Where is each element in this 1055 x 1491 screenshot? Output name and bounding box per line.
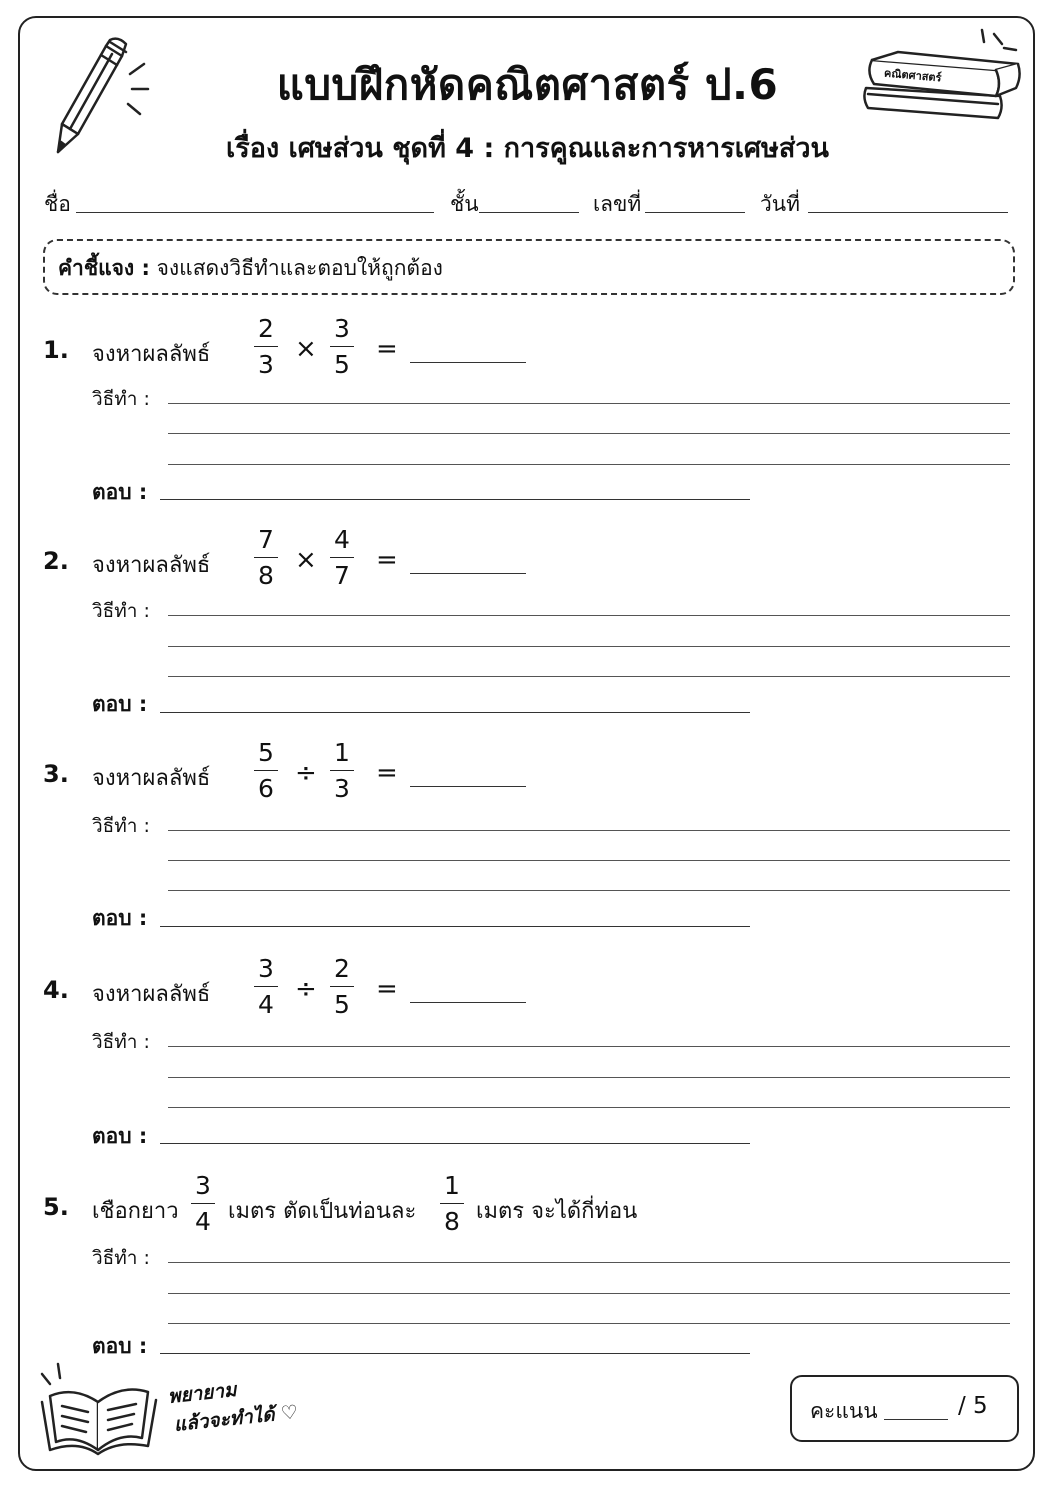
denominator: 6 [258,774,274,803]
answer-label: ตอบ : [92,1124,148,1148]
fraction-a [191,1173,215,1234]
denominator: 3 [258,350,274,379]
work-line[interactable] [168,1262,1010,1263]
score-input-line[interactable] [884,1419,948,1420]
question-text-part3: เมตร จะได้กี่ท่อน [476,1199,638,1224]
book-spine-label: คณิตศาสตร์ [883,66,943,85]
fraction-b [330,527,354,588]
page-title: แบบฝึกหัดคณิตศาสตร์ ป.6 [276,60,779,109]
work-label: วิธีทำ : [92,1247,150,1269]
denominator: 4 [195,1207,211,1236]
class-label: ชั้น [450,192,479,216]
question-text-part1: เชือกยาว [92,1199,179,1224]
question-number: 1. [43,336,69,364]
result-blank[interactable] [410,786,526,787]
work-line[interactable] [168,464,1010,465]
answer-label: ตอบ : [92,692,148,716]
answer-line[interactable] [160,499,750,500]
name-label: ชื่อ [44,192,71,216]
answer-label: ตอบ : [92,1334,148,1358]
work-label: วิธีทำ : [92,600,150,622]
fraction-b [330,740,354,801]
name-input-line[interactable] [76,212,434,213]
numerator: 4 [334,525,350,554]
equals-sign: = [376,334,398,364]
answer-label: ตอบ : [92,906,148,930]
date-input-line[interactable] [808,212,1008,213]
open-book-icon [34,1362,164,1462]
denominator: 4 [258,990,274,1019]
instructions-label: คำชี้แจง : [58,256,150,280]
equals-sign: = [376,758,398,788]
instructions [58,252,443,285]
work-line[interactable] [168,615,1010,616]
work-line[interactable] [168,890,1010,891]
work-label: วิธีทำ : [92,388,150,410]
answer-line[interactable] [160,1353,750,1354]
work-line[interactable] [168,646,1010,647]
numerator: 2 [258,314,274,343]
numerator: 3 [195,1171,211,1200]
heart-icon: ♡ [279,1401,300,1425]
numerator: 2 [334,954,350,983]
fraction-a [254,740,278,801]
numerator: 1 [444,1171,460,1200]
question-prompt: จงหาผลลัพธ์ [92,982,211,1007]
work-label: วิธีทำ : [92,815,150,837]
number-input-line[interactable] [645,212,745,213]
question-number: 2. [43,547,69,575]
fraction-a [254,527,278,588]
work-line[interactable] [168,1107,1010,1108]
result-blank[interactable] [410,362,526,363]
question-prompt: จงหาผลลัพธ์ [92,766,211,791]
answer-label: ตอบ : [92,480,148,504]
page-subtitle: เรื่อง เศษส่วน ชุดที่ 4 : การคูณและการหารเศษส่วน [226,133,829,164]
fraction-b [330,956,354,1017]
answer-line[interactable] [160,1143,750,1144]
numerator: 3 [334,314,350,343]
fraction-b [440,1173,464,1234]
work-label: วิธีทำ : [92,1031,150,1053]
denominator: 8 [258,561,274,590]
denominator: 5 [334,990,350,1019]
question-number: 5. [43,1193,69,1221]
fraction-a [254,316,278,377]
question-text-part2: เมตร ตัดเป็นท่อนละ [228,1199,417,1224]
work-line[interactable] [168,860,1010,861]
question-number: 4. [43,976,69,1004]
work-line[interactable] [168,433,1010,434]
denominator: 5 [334,350,350,379]
work-line[interactable] [168,1293,1010,1294]
encouragement-line1: พยายาม [166,1378,238,1408]
instructions-text: จงแสดงวิธีทำและตอบให้ถูกต้อง [156,256,443,280]
denominator: 8 [444,1207,460,1236]
date-label: วันที่ [760,192,800,216]
number-label: เลขที่ [593,192,642,216]
denominator: 3 [334,774,350,803]
operator: ÷ [295,758,317,788]
question-prompt: จงหาผลลัพธ์ [92,342,211,367]
result-blank[interactable] [410,573,526,574]
encouragement-text: แล้วจะทำได้ [172,1403,276,1436]
work-line[interactable] [168,676,1010,677]
answer-line[interactable] [160,926,750,927]
score-label: คะแนน [810,1399,878,1423]
equals-sign: = [376,974,398,1004]
fraction-a [254,956,278,1017]
numerator: 3 [258,954,274,983]
equals-sign: = [376,545,398,575]
class-input-line[interactable] [479,212,579,213]
work-line[interactable] [168,1323,1010,1324]
work-line[interactable] [168,403,1010,404]
work-line[interactable] [168,1046,1010,1047]
work-line[interactable] [168,1077,1010,1078]
page-border [18,16,1035,1471]
operator: × [295,334,317,364]
answer-line[interactable] [160,712,750,713]
denominator: 7 [334,561,350,590]
question-prompt: จงหาผลลัพธ์ [92,553,211,578]
numerator: 5 [258,738,274,767]
operator: ÷ [295,974,317,1004]
work-line[interactable] [168,830,1010,831]
score-total: / 5 [958,1393,988,1419]
question-number: 3. [43,760,69,788]
numerator: 1 [334,738,350,767]
operator: × [295,545,317,575]
result-blank[interactable] [410,1002,526,1003]
fraction-b [330,316,354,377]
numerator: 7 [258,525,274,554]
